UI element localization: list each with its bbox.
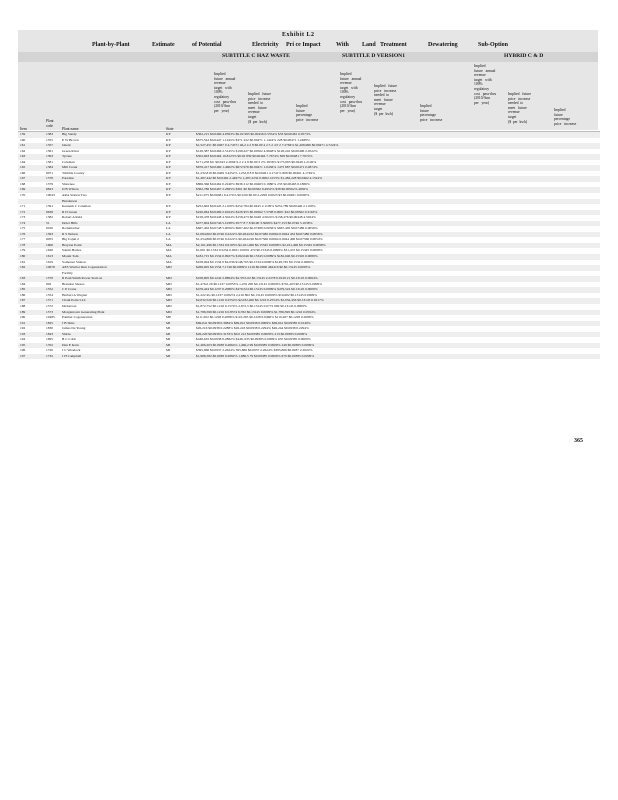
row-values: $448,635 $0.0938 0.2882% $448, 635 $0.09385 0.0009% 635 $0.09385 0.0009%	[196, 337, 311, 342]
row-plant-name: Herbert A Wagner	[62, 292, 88, 297]
title-part: Treatment	[380, 42, 407, 48]
row-item-number: 166	[20, 170, 26, 175]
row-plant-name: D B Wilson	[62, 187, 79, 192]
row-item-number: 168	[20, 181, 26, 186]
row-values: $675,542 $0.0447 1.1245% $371 222 $0.00471 1.1424% 228 $0.00471 1.2489%	[196, 137, 310, 142]
row-plant-code: 10485	[46, 315, 55, 320]
row-plant-code: 1606	[46, 242, 53, 247]
row-plant-code: 1571	[46, 298, 53, 303]
row-plant-code: 10043	[46, 193, 55, 198]
row-plant-code: 1363	[46, 154, 53, 159]
row-state: KY	[166, 193, 172, 198]
row-values: $171,258 $0. $0.043 2.2694% 2 2 4 8 $0.00 2 2% 2056% $175,063 $0.0449 1.2146%	[196, 159, 317, 164]
row-plant-code: 602	[46, 281, 52, 286]
row-values: $2,032,526 $0.1216 0.2554% $2,032,460 $0.1216 0.2554% $2,032,456 $0.13145 0.0217%	[196, 298, 324, 303]
row-plant-code: 1355	[46, 137, 53, 142]
row-values: $1,084,602 $0.0746 0.2222% $0.2644 62 $0.07486 0.0064 0.0044 452 $0.07486 0.0056%	[196, 231, 323, 236]
row-state: KY	[166, 165, 172, 170]
col-header-item: Item	[20, 127, 27, 131]
row-plant-code: 1732	[46, 353, 53, 358]
row-plant-code: 1391	[46, 204, 53, 209]
table-row	[18, 354, 600, 360]
row-plant-name: ARA Station Two	[62, 193, 87, 198]
row-plant-name: Robert A Reid	[62, 215, 83, 220]
title-part: Land	[362, 42, 376, 48]
row-state: MA	[166, 242, 172, 247]
row-state: MD	[166, 281, 172, 286]
row-values: $1,487,442 $0 $0.0462 2.4497% 1,487,2232 0.0002 4153% $1,482,228 $0.0462 4.1524%	[196, 176, 322, 181]
row-plant-name: Chalk Point LLC	[62, 298, 87, 303]
row-item-number: 159	[20, 132, 26, 136]
row-plant-name: Paradise	[62, 176, 74, 181]
row-plant-name: Shiras	[62, 331, 71, 336]
row-values: $1,527,451 $0.0467 0 4.74571 46,2 4 2 8 $0.00 4 2 5 2 4 0 2 7.2784% $1,206,966 $0.00471 4.7224%	[196, 143, 339, 148]
row-values: $362,786 $0.0467 2.2695% $361 $0 $0.00562 0.4952% $38 $0.00562 0.4956%	[196, 187, 308, 192]
col-header-state: State	[166, 127, 174, 131]
subtitle-d-heading: SUBTITLE D VERSION1	[342, 53, 406, 59]
col-header-plant-name: Plant name	[62, 127, 79, 131]
row-plant-name: Brandon Shores	[62, 281, 85, 286]
exhibit-label: Exhibit L2	[282, 32, 315, 38]
row-values: $477,904 $0.0746 5.1038% 6577 8 7 8 $0.00 3.5069% $477,153 $0.0746 5.1038%	[196, 220, 313, 225]
row-state: MI	[166, 337, 171, 342]
row-item-number: 190	[20, 315, 26, 320]
row-plant-code: 6055	[46, 237, 53, 242]
row-values: $1,222 Ro $0.1237 0.08274 2,216 802 $0.13145 0.0009% $19,602 $0.13145 0.0009%	[196, 292, 318, 297]
row-state: MI	[166, 320, 171, 325]
col-desc-price: Implied future price increase needed to meet future revenue target ($ per kwh)	[508, 92, 532, 124]
row-plant-code: 1613	[46, 254, 53, 259]
col-desc-revenue: Implied future annual revenue target with 100% regulatory cost pass-thru (2010/Ann per year)	[214, 72, 237, 113]
row-item-number: 180	[20, 254, 26, 259]
row-state: MD	[166, 287, 172, 292]
row-state: LA	[166, 231, 171, 236]
row-plant-code: 1383	[46, 132, 53, 136]
row-plant-name: Somerset Station	[62, 259, 86, 264]
row-state: KY	[166, 148, 172, 153]
row-plant-name: Trimble County	[62, 170, 85, 175]
row-item-number: 192	[20, 326, 26, 331]
title-part: With	[336, 42, 349, 48]
row-state: KY	[166, 204, 172, 209]
row-state: MD	[166, 309, 172, 314]
row-plant-name: Kenneth C Coleman	[62, 204, 91, 209]
row-state: MD	[166, 298, 172, 303]
row-state: MA	[166, 254, 172, 259]
row-item-number: 164	[20, 159, 26, 164]
row-state: ME	[166, 315, 172, 320]
row-values: $1,476.0 20 $0.1237 0.0053% 1,476 200 $0.13145 0.0009% $791,203 $0.13145 0.0009%	[196, 281, 322, 286]
row-values: $1,466,203 $0.0938 0.4864% 1,466,2 99 $0.09385 0.0009% 249 $0.09385 0.0009%	[196, 342, 315, 347]
row-plant-name: Dickerson	[62, 303, 77, 308]
row-plant-code: 1702	[46, 342, 53, 347]
row-state: KY	[166, 143, 172, 148]
page-number: 365	[574, 438, 583, 444]
row-item-number: 176	[20, 231, 26, 236]
row-values: $182,715 $0.1534 0.0927% $182,046 $0.15345 0.0089% $182,046 $0.15345 0.0089%	[196, 254, 318, 259]
row-plant-code: 1552	[46, 287, 53, 292]
title-part: Sub-Option	[478, 42, 509, 48]
row-plant-code: 1554	[46, 292, 53, 297]
col-desc-percent: Implied future percentage price increase	[554, 108, 577, 126]
row-state: KY	[166, 132, 172, 136]
row-plant-code: 51	[46, 220, 50, 225]
row-plant-name: J H Campbell	[62, 353, 82, 358]
row-plant-code: 1357	[46, 143, 53, 148]
row-state: KY	[166, 181, 172, 186]
row-values: $502,693 $0.0464 10.8123% $0.02 839 $0.00464 7.7674% 828 $0.00481 7.7674%	[196, 154, 313, 159]
row-plant-name: R D Green	[62, 209, 78, 214]
row-values: $226,964 $0.0469 2.9164% $226 $55 $0.00562 7.5798 0.0001 $22 $0.00562 0.3163%	[196, 209, 318, 214]
row-state: MI	[166, 331, 171, 336]
row-plant-name: Rodemacher	[62, 226, 80, 231]
row-values: $2,161,496 $0.1534 0.6193% $2,161,496 $0.15345 0.0098% $2,161,496 $0.15345 0.0098%	[196, 242, 326, 247]
row-values: $108,905 $0.1242 2.0894% $2.33% 02 $0.13145 2.2278 0.0129 21 $0.13145 0.0064%	[196, 276, 318, 281]
row-plant-name: Dolet Hills	[62, 220, 78, 225]
row-values: $128,387 $0.0466 2.5145% $199,227 $0.00562 4.9648% $128,242 $0.00496 2.0522%	[196, 148, 318, 153]
row-item-number: 175	[20, 226, 26, 231]
row-plant-name: R S Nelson	[62, 231, 78, 236]
row-item-number: 182	[20, 265, 26, 270]
document-title	[80, 42, 600, 51]
title-part: of Potential	[192, 42, 222, 48]
row-plant-name: Mount Tom	[62, 254, 79, 259]
row-plant-name: AES Warrior Run Cogeneration	[62, 265, 107, 270]
col-header-plant-code: Plant code	[46, 119, 54, 128]
row-plant-code: 6190	[46, 226, 53, 231]
row-state: KY	[166, 187, 172, 192]
row-state: MD	[166, 292, 172, 297]
row-plant-code: 1570	[46, 276, 53, 281]
row-plant-code: 6639	[46, 209, 53, 214]
row-values: $667,402 $0.0748 5.0056% $667,402 $0.07486 0.0056% $667,402 $0.07486 0.0056%	[196, 226, 318, 231]
row-values: $108,094 $0.1534 0 $2,036 $148,765 $0.1534 0.0000% $148,765 $0.1534 0.0000%	[196, 259, 314, 264]
row-item-number: 186	[20, 292, 26, 297]
row-plant-code: 1720	[46, 348, 53, 353]
title-part: Plant-by-Plant	[92, 42, 130, 48]
row-item-number: 188	[20, 303, 26, 308]
row-item-number: 194	[20, 337, 26, 342]
row-item-number: 193	[20, 331, 26, 336]
row-state: MA	[166, 259, 172, 264]
row-plant-name: Morgantown Generating Plant	[62, 309, 105, 314]
row-item-number: 187	[20, 298, 26, 303]
row-state: KY	[166, 137, 172, 142]
row-plant-name: Green River	[62, 148, 80, 153]
col-desc-revenue: Implied future annual revenue target with 100% regulatory cost pass-thru (2010/Ann per year)	[474, 64, 497, 105]
row-item-number: 181	[20, 259, 26, 264]
row-item-number: 163	[20, 154, 26, 159]
row-plant-code: 1695	[46, 337, 53, 342]
title-part: Electricity	[252, 42, 279, 48]
row-plant-code: 1381	[46, 159, 53, 164]
row-state: MA	[166, 248, 172, 253]
col-desc-price: Implied future price increase needed to meet future revenue target ($ per kwh)	[374, 84, 398, 116]
row-plant-name: Brayton Point	[62, 242, 82, 247]
row-state: KY	[166, 170, 172, 175]
row-plant-name: Dan E Karn	[62, 342, 79, 347]
row-plant-name: Big Sandy	[62, 132, 77, 136]
row-plant-name: J C Weadock	[62, 348, 81, 353]
col-desc-percent: Implied future percentage price increase	[296, 104, 319, 122]
row-plant-name: James De Young	[62, 326, 86, 331]
row-values: $976,417 $0.0469 1.4602% $672 976 $0.00471 1.0456% 1475 687 $0.00471 0.4874%	[196, 165, 318, 170]
hybrid-heading: HYBRID C & D	[504, 53, 544, 59]
row-plant-name: Henderson	[62, 198, 78, 203]
row-plant-code: 1830	[46, 326, 53, 331]
row-plant-code: 6823	[46, 187, 53, 192]
row-plant-code: 1384	[46, 165, 53, 170]
row-state: MI	[166, 348, 171, 353]
row-plant-code: 6071	[46, 170, 53, 175]
row-values: $866,366 $0.0462 0.2240% $936 212 $0.00463 0.1880% 233 $0.00463 0.1886%	[196, 181, 310, 186]
row-values: $395,866 $0.0937 2.2624% 395,866 $0.0937 2.2624% $395,866 $0.0937 2.2624%	[196, 348, 313, 353]
row-plant-code: 1572	[46, 303, 53, 308]
row-state: KY	[166, 215, 172, 220]
row-values: $111,652 $0.1228 0.2086% $110,265 $0.1228 0.0466% $110,267 $0.1228 0.2086%	[196, 315, 314, 320]
row-state: LA	[166, 226, 171, 231]
row-item-number: 184	[20, 281, 26, 286]
row-state: MD	[166, 303, 172, 308]
row-item-number: 189	[20, 309, 26, 314]
row-plant-name: R Paul Smith Power Stati on	[62, 276, 103, 281]
row-plant-name: Tyrone	[62, 154, 72, 159]
col-desc-revenue: Implied future annual revenue target with 100% regulatory cost pass-thru (2010/Ann per year)	[340, 72, 363, 113]
row-item-number: 197	[20, 353, 26, 358]
row-state: LA	[166, 237, 171, 242]
row-item-number: 161	[20, 143, 26, 148]
row-plant-name: Mill Creek	[62, 165, 78, 170]
row-item-number: 178	[20, 242, 26, 247]
title-part: Dewatering	[428, 42, 458, 48]
row-plant-code: 10678	[46, 265, 55, 270]
title-part: Estimate	[152, 42, 175, 48]
row-plant-code: 1393	[46, 231, 53, 236]
row-item-number: 196	[20, 348, 26, 353]
row-values: $69,041 $0.0938 0.3084% $69,041 $0.0938 0.0009% $69,041 $0.09385 0.0149%	[196, 320, 311, 325]
data-table	[18, 132, 600, 359]
row-plant-code: 1843	[46, 331, 53, 336]
row-plant-name: Panther Cogeneration	[62, 315, 93, 320]
row-plant-code: 1619	[46, 259, 53, 264]
row-state: MI	[166, 342, 171, 347]
row-item-number: 191	[20, 320, 26, 325]
row-item-number: 167	[20, 176, 26, 181]
row-item-number: 195	[20, 342, 26, 347]
row-plant-code: 1361	[46, 148, 53, 153]
row-plant-name: Facility	[62, 270, 73, 275]
row-plant-code: 1378	[46, 176, 53, 181]
row-plant-name: Salem Harbor	[62, 248, 82, 253]
row-item-number: 172	[20, 209, 26, 214]
row-state: KY	[166, 154, 172, 159]
row-item-number: 183	[20, 276, 26, 281]
row-item-number: 179	[20, 248, 26, 253]
col-desc-percent: Implied future percentage price increase	[420, 104, 443, 122]
row-plant-code: 1573	[46, 309, 53, 314]
row-values: $1,232,818 $0.0469 3.4252% 1,232,8 8 8 $0.00461 4.1741% 808 $0.00461 4.1749%	[196, 170, 315, 175]
row-values: $1,786,599 $0.1216 6 0.8574 6,782 $0.13145 0.0009% $1,786,599 $0.1216 0.0594%	[196, 309, 316, 314]
row-plant-code: 1626	[46, 248, 53, 253]
row-values: $1,872,752 $0.1216 0.1574% 2,872,5 $0.13145 0.0772 690 $0.13145 0.0009%	[196, 303, 307, 308]
row-values: $1,986,582 $0.0938 0.2882% 1,986,5 79 $0.09385 0.0009% 679 $0.09385 0.0009%	[196, 353, 315, 358]
row-values: $26,216 $0.0938 0.2288% $26,243 $0.0938 0.2294% $26,244 $0.0938 0.2294%	[196, 326, 309, 331]
row-item-number: 177	[20, 237, 26, 242]
row-state: KY	[166, 209, 172, 214]
row-item-number: 173	[20, 215, 26, 220]
row-plant-name: Coleman	[62, 159, 75, 164]
row-state: MI	[166, 326, 171, 331]
row-item-number: 160	[20, 137, 26, 142]
row-plant-code: 1382	[46, 215, 53, 220]
row-values: $362,215 $0.0469 4.0593% $0.02 995 $0.00456 0.5554% $33 $0.00481 0.0573%	[196, 132, 311, 136]
row-plant-name: E W Brown	[62, 137, 79, 142]
row-item-number: 169	[20, 187, 26, 192]
row-state: KY	[166, 159, 172, 164]
row-values: $1,061 $0.1534 0.5254 0.0021 0.0091 470 $0.15345 0.0098% $31,472 $0.15345 0.0098%	[196, 248, 323, 253]
row-plant-name: Shawnee	[62, 181, 75, 186]
subtitle-row	[18, 52, 598, 62]
row-item-number: 165	[20, 165, 26, 170]
row-values: $252,602 $0.0445 2.1109% $252,784 $0.0445 2.1109% $252,789 $0.00446 2.1109%	[196, 204, 316, 209]
col-desc-price: Implied future price increase needed to meet future revenue target ($ per kwh)	[248, 92, 272, 124]
row-item-number: 171	[20, 204, 26, 209]
row-item-number: 170	[20, 193, 26, 198]
row-state: MD	[166, 265, 172, 270]
row-plant-name: J B Sims	[62, 320, 75, 325]
row-values: $266,005 $0.1534 7.1746 $0.0009% 1216 $0.0000 462416 $0 $0.13145 0.0005%	[196, 265, 311, 270]
row-values: $158,478 $0.0448 4.5024% $158,473 $0.0448 4.5024% $158,476 $0.00448 4.5024%	[196, 215, 316, 220]
row-plant-name: Ghent	[62, 143, 71, 148]
row-item-number: 162	[20, 148, 26, 153]
row-state: KY	[166, 176, 172, 181]
row-plant-code: 1825	[46, 320, 53, 325]
row-plant-name: B C Cobb	[62, 337, 77, 342]
row-values: $211,075 $0.00481 0.4174% $0 0.00 $0.00 2.2299 0.0023 $3 $0.00481 0.0000%	[196, 193, 310, 198]
row-plant-code: 1379	[46, 181, 53, 186]
row-values: $479,424 $0.1237 0.2086% $479,524 $0.13145 0.0009% $479,524 $0.13145 0.0009%	[196, 287, 318, 292]
row-state: MI	[166, 353, 171, 358]
row-item-number: 174	[20, 220, 26, 225]
row-values: $1,254,866 $0.0746 0.2222% $0.2644 96 $0.07566 0.0064 0.0044 406 $0.07566 0.0054%	[196, 237, 323, 242]
row-values: $26,220 $0.0938 0.3133% $0.0 212 $0.09385 0.0009% 213 $0.09385 0.0009%	[196, 331, 308, 336]
row-state: MD	[166, 276, 172, 281]
title-part: Pri ce Impact	[286, 42, 321, 48]
row-state: LA	[166, 220, 171, 225]
row-plant-name: Big Cajun 2	[62, 237, 79, 242]
row-plant-name: C P Crane	[62, 287, 77, 292]
subtitle-c-heading: SUBTITLE C HAZ WASTE	[222, 53, 290, 59]
row-item-number: 185	[20, 287, 26, 292]
